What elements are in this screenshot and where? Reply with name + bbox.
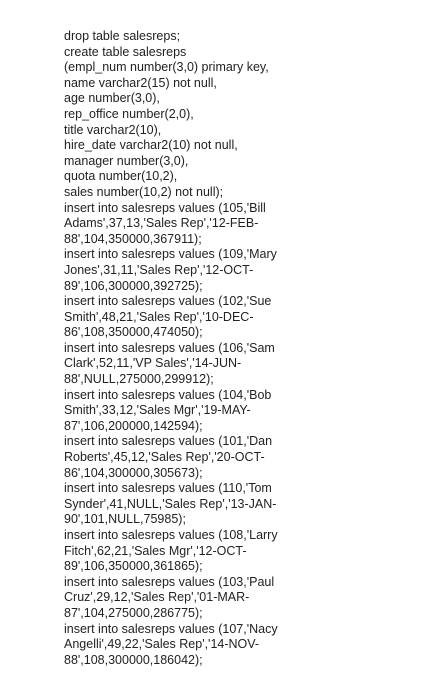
sql-script-text	[64, 29, 414, 668]
text-line: 86',108,350000,474050);	[64, 325, 203, 340]
text-line: title varchar2(10),	[64, 122, 162, 137]
text-line: insert into salesreps values (102,'Sue	[64, 294, 272, 309]
text-line: 88',108,300000,186042);	[64, 652, 203, 667]
text-line: insert into salesreps values (103,'Paul	[64, 574, 275, 589]
text-line: rep_office number(2,0),	[64, 106, 194, 121]
text-line: Fitch',62,21,'Sales Mgr','12-OCT-	[64, 543, 247, 558]
text-line: insert into salesreps values (109,'Mary	[64, 247, 277, 262]
text-line: insert into salesreps values (105,'Bill	[64, 200, 266, 215]
text-line: insert into salesreps values (104,'Bob	[64, 387, 272, 402]
text-line: create table salesreps	[64, 44, 187, 59]
text-line: Cruz',29,12,'Sales Rep','01-MAR-	[64, 590, 250, 605]
text-line: 88',NULL,275000,299912);	[64, 372, 214, 387]
text-line: sales number(10,2) not null);	[64, 184, 224, 199]
text-line: Roberts',45,12,'Sales Rep','20-OCT-	[64, 450, 265, 465]
text-line: 87',106,200000,142594);	[64, 418, 203, 433]
text-line: drop table salesreps;	[64, 29, 181, 43]
text-line: 89',106,350000,361865);	[64, 559, 203, 574]
text-line: Angelli',49,22,'Sales Rep','14-NOV-	[64, 637, 260, 652]
text-line: 89',106,300000,392725);	[64, 278, 203, 293]
text-line: insert into salesreps values (110,'Tom	[64, 481, 272, 496]
text-line: age number(3,0),	[64, 91, 160, 106]
text-line: insert into salesreps values (108,'Larry	[64, 528, 278, 542]
text-line: 86',104,300000,305673);	[64, 465, 203, 480]
text-line: Clark',52,11,'VP Sales','14-JUN-	[64, 356, 242, 371]
text-line: Smith',48,21,'Sales Rep','10-DEC-	[64, 309, 254, 324]
text-line: 90',101,NULL,75985);	[64, 512, 186, 527]
text-line: insert into salesreps values (107,'Nacy	[64, 621, 278, 636]
text-line: 88',104,350000,367911);	[64, 231, 202, 246]
text-line: Smith',33,12,'Sales Mgr','19-MAY-	[64, 403, 251, 418]
text-line: hire_date varchar2(10) not null,	[64, 138, 238, 153]
text-line: insert into salesreps values (106,'Sam	[64, 340, 275, 355]
text-line: name varchar2(15) not null,	[64, 75, 217, 90]
text-line: Synder',41,NULL,'Sales Rep','13-JAN-	[64, 496, 277, 511]
text-line: (empl_num number(3,0) primary key,	[64, 60, 269, 75]
text-line: insert into salesreps values (101,'Dan	[64, 434, 273, 449]
text-line: Jones',31,11,'Sales Rep','12-OCT-	[64, 262, 254, 277]
text-line: Adams',37,13,'Sales Rep','12-FEB-	[64, 216, 259, 231]
text-line: quota number(10,2),	[64, 169, 178, 184]
text-line: 87',104,275000,286775);	[64, 605, 203, 620]
text-line: manager number(3,0),	[64, 153, 189, 168]
